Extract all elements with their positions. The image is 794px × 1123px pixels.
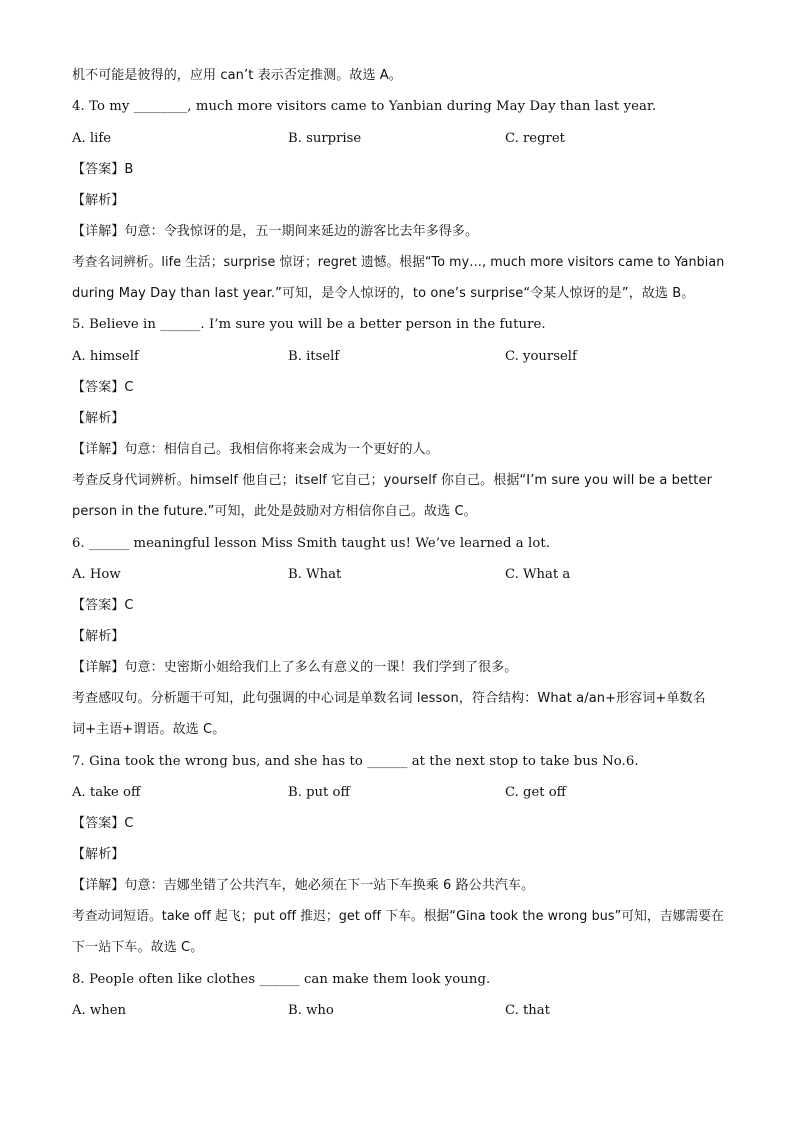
q5-detail-3: person in the future.”可知，此处是鼓励对方相信你自己。故选 C。 xyxy=(72,504,477,519)
q7-option-c: C. get off xyxy=(505,785,567,800)
q7-detail-3: 下一站下车。故选 C。 xyxy=(72,940,204,955)
q5-answer: 【答案】C xyxy=(72,380,134,395)
q5-analysis-heading: 【解析】 xyxy=(72,411,125,426)
q7-option-b: B. put off xyxy=(288,785,350,800)
q5-option-b: B. itself xyxy=(288,349,340,364)
q6-detail-1: 【详解】句意：史密斯小姐给我们上了多么有意义的一课！我们学到了很多。 xyxy=(72,660,518,675)
q6-detail-3: 词+主语+谓语。故选 C。 xyxy=(72,722,226,737)
q6-option-c: C. What a xyxy=(505,567,571,582)
q5-detail-2: 考查反身代词辨析。himself 他自己；itself 它自己；yourself 你自己。根据“I’m sure you will be a better xyxy=(72,473,713,488)
q6-detail-2: 考查感叹句。分析题干可知，此句强调的中心词是单数名词 lesson，符合结构：What a/an+形容词+单数名 xyxy=(72,691,706,706)
q4-detail-3: during May Day than last year.”可知，是令人惊讶的，to one’s surprise“令某人惊讶的是”，故选 B。 xyxy=(72,286,695,301)
q4-detail-2: 考查名词辨析。life 生活；surprise 惊讶；regret 遗憾。根据“To my…, much more visitors came to Yanbian xyxy=(72,255,725,270)
q7-option-a: A. take off xyxy=(72,785,141,800)
q6-answer: 【答案】C xyxy=(72,598,134,613)
q7-detail-2: 考查动词短语。take off 起飞；put off 推迟；get off 下车。根据“Gina took the wrong bus”可知，吉娜需要在 xyxy=(72,909,724,924)
q7-detail-1: 【详解】句意：吉娜坐错了公共汽车，她必须在下一站下车换乘 6 路公共汽车。 xyxy=(72,878,535,893)
q8-option-b: B. who xyxy=(288,1003,334,1018)
q4-detail-1: 【详解】句意：令我惊讶的是，五一期间来延边的游客比去年多得多。 xyxy=(72,224,479,239)
q4-option-b: B. surprise xyxy=(288,131,362,146)
q4-analysis-heading: 【解析】 xyxy=(72,193,125,208)
q8-option-c: C. that xyxy=(505,1003,550,1018)
q4-option-a: A. life xyxy=(72,131,112,146)
q4-answer: 【答案】B xyxy=(72,162,134,177)
q5-option-c: C. yourself xyxy=(505,349,577,364)
text-line: 机不可能是彼得的，应用 can’t 表示否定推测。故选 A。 xyxy=(72,68,402,83)
question-6: 6. ______ meaningful lesson Miss Smith taught us! We’ve learned a lot. xyxy=(72,536,551,551)
q6-option-a: A. How xyxy=(72,567,121,582)
question-8: 8. People often like clothes ______ can make them look young. xyxy=(72,972,491,987)
question-4: 4. To my ________, much more visitors came to Yanbian during May Day than last year. xyxy=(72,99,657,114)
question-7: 7. Gina took the wrong bus, and she has to ______ at the next stop to take bus No.6. xyxy=(72,754,639,769)
q5-detail-1: 【详解】句意：相信自己。我相信你将来会成为一个更好的人。 xyxy=(72,442,439,457)
q7-answer: 【答案】C xyxy=(72,816,134,831)
q5-option-a: A. himself xyxy=(72,349,139,364)
q6-analysis-heading: 【解析】 xyxy=(72,629,125,644)
q4-option-c: C. regret xyxy=(505,131,565,146)
q7-analysis-heading: 【解析】 xyxy=(72,847,125,862)
q6-option-b: B. What xyxy=(288,567,342,582)
question-5: 5. Believe in ______. I’m sure you will be a better person in the future. xyxy=(72,317,546,332)
q8-option-a: A. when xyxy=(72,1003,126,1018)
